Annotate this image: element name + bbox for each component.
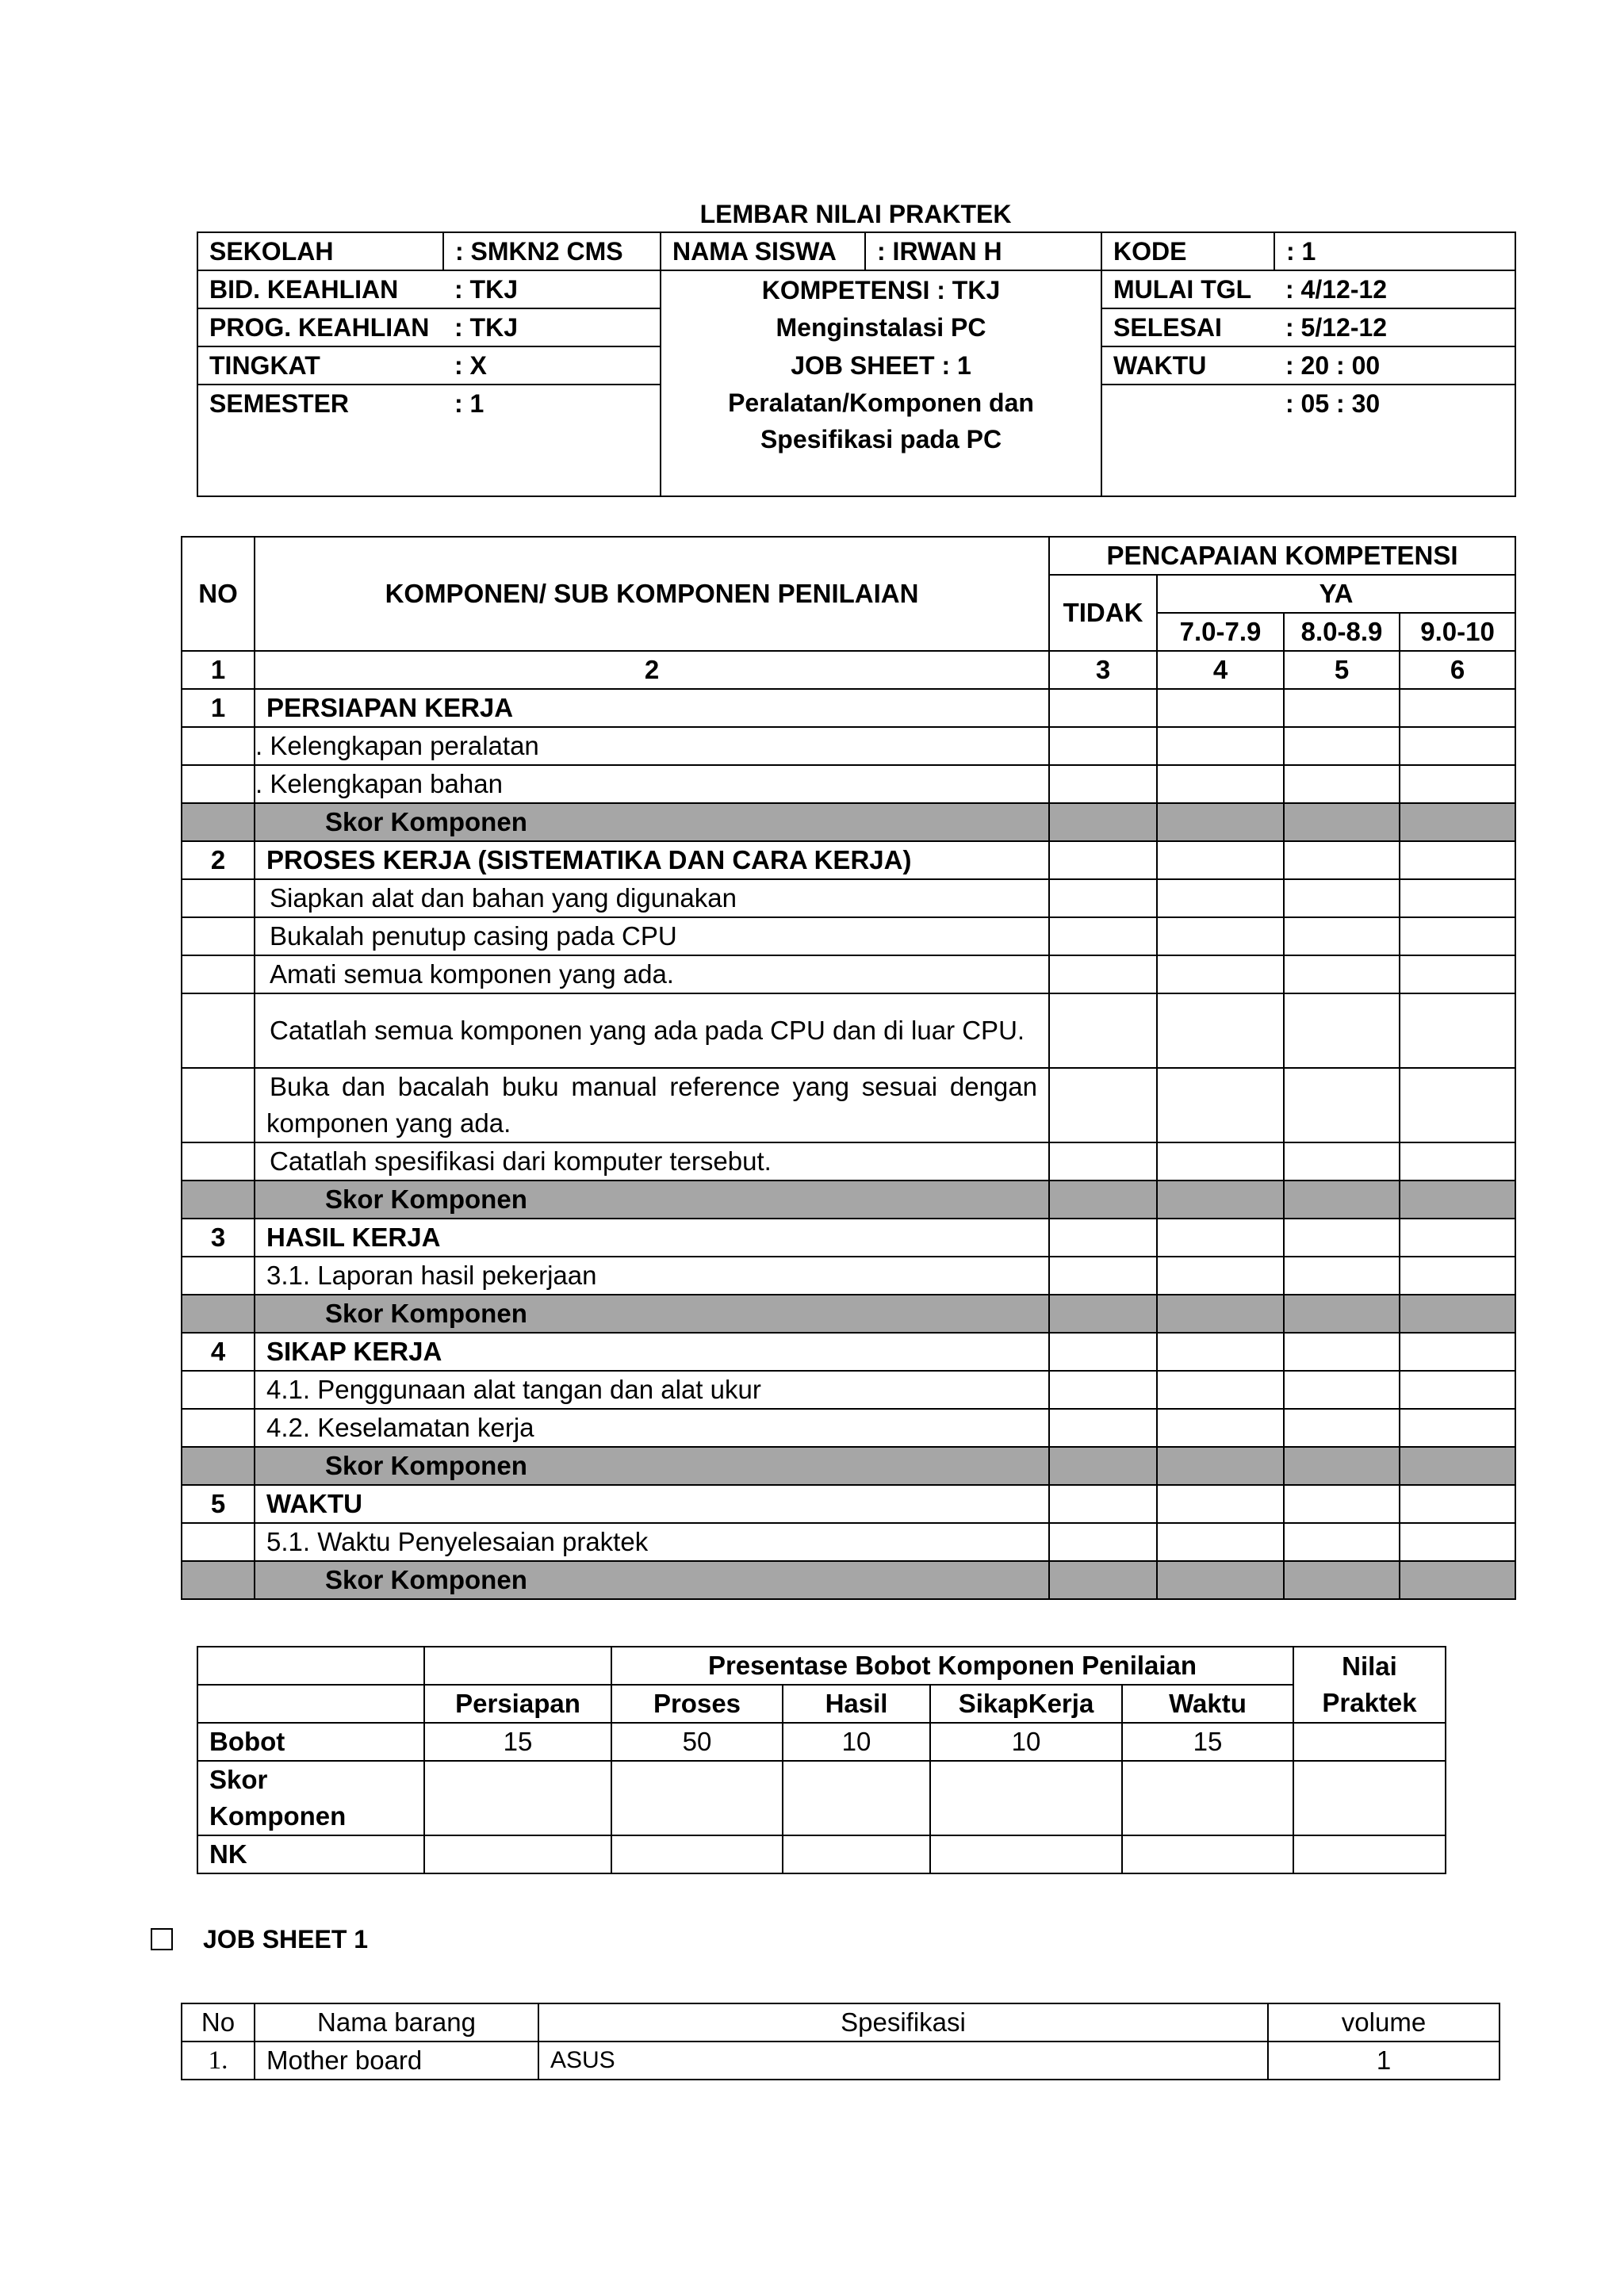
- job-nama: Mother board: [255, 2042, 538, 2080]
- table-row: [182, 917, 1515, 955]
- job-vol: 1: [1268, 2042, 1500, 2080]
- job-header: No: [182, 2003, 255, 2042]
- waktu-value: : 20 : 00: [1274, 346, 1515, 385]
- col-hasil: Hasil: [783, 1685, 930, 1723]
- table-row: [182, 1523, 1515, 1561]
- section-title: PROSES KERJA (SISTEMATIKA DAN CARA KERJA): [255, 841, 1049, 879]
- head-ya: YA: [1157, 575, 1515, 613]
- empty-cell: [661, 457, 1101, 496]
- job-sheet-title: JOB SHEET 1: [203, 1925, 369, 1954]
- jobsheet-line1: JOB SHEET : 1: [661, 346, 1101, 385]
- waktu2-value: : 05 : 30: [1274, 385, 1515, 496]
- bid-keahlian-label: BID. KEAHLIAN: [197, 270, 443, 308]
- table-row: [182, 689, 1515, 727]
- table-row: [182, 993, 1515, 1068]
- item-text: Amati semua komponen yang ada.: [255, 955, 1049, 993]
- item-text: 4.1. Penggunaan alat tangan dan alat ukur: [255, 1371, 1049, 1409]
- job-sheet-table: [181, 2003, 1500, 2080]
- item-text: Buka dan bacalah buku manual reference yang sesuai dengan komponen yang ada.: [255, 1068, 1049, 1142]
- col-proses: Proses: [611, 1685, 783, 1723]
- col-persiapan: Persiapan: [424, 1685, 611, 1723]
- head-range: 9.0-10: [1400, 613, 1515, 651]
- job-header: Spesifikasi: [538, 2003, 1268, 2042]
- selesai-label: SELESAI: [1101, 308, 1274, 346]
- empty-cell: [197, 1685, 424, 1723]
- item-text: . Kelengkapan peralatan: [255, 727, 1049, 765]
- row-skor-label: [197, 1761, 424, 1835]
- kompetensi-line1: KOMPETENSI : TKJ: [661, 270, 1101, 308]
- colnum: 6: [1400, 651, 1515, 689]
- section-title: HASIL KERJA: [255, 1219, 1049, 1257]
- colnum: 1: [182, 651, 255, 689]
- bid-keahlian-value: : TKJ: [443, 270, 661, 308]
- table-row: [182, 1257, 1515, 1295]
- item-text: 4.2. Keselamatan kerja: [255, 1409, 1049, 1447]
- kode-label: KODE: [1101, 232, 1274, 270]
- table-row: [182, 1485, 1515, 1523]
- table-row: [182, 1409, 1515, 1447]
- sekolah-label: SEKOLAH: [197, 232, 443, 270]
- bobot-value: 10: [783, 1723, 930, 1761]
- waktu-label: WAKTU: [1101, 346, 1274, 385]
- nilai-praktek-header: [1293, 1647, 1446, 1723]
- item-text: . Kelengkapan bahan: [255, 765, 1049, 803]
- skor-line2: Komponen: [209, 1801, 347, 1831]
- job-no: 1.: [182, 2042, 255, 2080]
- item-text: 3.1. Laporan hasil pekerjaan: [255, 1257, 1049, 1295]
- skor-label: Skor Komponen: [255, 1181, 1049, 1219]
- table-row: [182, 727, 1515, 765]
- row-nk-label: NK: [197, 1835, 424, 1873]
- jobsheet-line2: Peralatan/Komponen dan: [661, 385, 1101, 421]
- prog-keahlian-value: : TKJ: [443, 308, 661, 346]
- table-row: [182, 2042, 1500, 2080]
- skor-label: Skor Komponen: [255, 1295, 1049, 1333]
- empty-cell: [1293, 1723, 1446, 1761]
- section-no: 3: [182, 1219, 255, 1257]
- section-no: 1: [182, 689, 255, 727]
- table-row: [182, 1333, 1515, 1371]
- colnum: 4: [1157, 651, 1284, 689]
- col-waktu: Waktu: [1122, 1685, 1293, 1723]
- prog-keahlian-label: PROG. KEAHLIAN: [197, 308, 443, 346]
- page-title: LEMBAR NILAI PRAKTEK: [699, 200, 1012, 228]
- head-tidak: TIDAK: [1049, 575, 1157, 651]
- tingkat-label: TINGKAT: [197, 346, 443, 385]
- bobot-value: 15: [1122, 1723, 1293, 1761]
- job-spek: ASUS: [538, 2042, 1268, 2080]
- head-pencapaian: PENCAPAIAN KOMPETENSI: [1049, 537, 1515, 575]
- skor-line1: Skor: [209, 1765, 268, 1794]
- nilai-line1: Nilai: [1342, 1651, 1397, 1681]
- skor-label: Skor Komponen: [255, 803, 1049, 841]
- sekolah-value: : SMKN2 CMS: [443, 232, 661, 270]
- section-no: 2: [182, 841, 255, 879]
- nama-siswa-value: : IRWAN H: [865, 232, 1101, 270]
- table-row: [182, 1142, 1515, 1181]
- bobot-table: [197, 1646, 1446, 1874]
- colnum: 2: [255, 651, 1049, 689]
- kompetensi-line2: Menginstalasi PC: [661, 308, 1101, 346]
- kode-value: : 1: [1274, 232, 1515, 270]
- table-row: [182, 955, 1515, 993]
- item-text: Siapkan alat dan bahan yang digunakan: [255, 879, 1049, 917]
- job-header: volume: [1268, 2003, 1500, 2042]
- col-sikapkerja: SikapKerja: [930, 1685, 1122, 1723]
- nilai-line2: Praktek: [1322, 1688, 1417, 1717]
- skor-label: Skor Komponen: [255, 1561, 1049, 1599]
- mulai-value: : 4/12-12: [1274, 270, 1515, 308]
- skor-row: [182, 1561, 1515, 1599]
- row-bobot-label: Bobot: [197, 1723, 424, 1761]
- item-text: Bukalah penutup casing pada CPU: [255, 917, 1049, 955]
- table-row: [182, 765, 1515, 803]
- job-header: Nama barang: [255, 2003, 538, 2042]
- checkbox-icon: [151, 1928, 173, 1950]
- table-row: [182, 1068, 1515, 1142]
- nama-siswa-label: NAMA SISWA: [661, 232, 865, 270]
- table-row: [182, 1371, 1515, 1409]
- table-row: [182, 879, 1515, 917]
- bobot-value: 50: [611, 1723, 783, 1761]
- empty-cell: [197, 1647, 424, 1685]
- head-range: 7.0-7.9: [1157, 613, 1284, 651]
- colnum: 5: [1284, 651, 1400, 689]
- empty-cell: [424, 1647, 611, 1685]
- section-no: 5: [182, 1485, 255, 1523]
- mulai-label: MULAI TGL: [1101, 270, 1274, 308]
- skor-row: [182, 1447, 1515, 1485]
- tingkat-value: : X: [443, 346, 661, 385]
- jobsheet-line3: Spesifikasi pada PC: [661, 421, 1101, 457]
- assessment-table: [181, 536, 1516, 1600]
- item-text: Catatlah spesifikasi dari komputer tersebut.: [255, 1142, 1049, 1181]
- table-row: [182, 841, 1515, 879]
- section-title: WAKTU: [255, 1485, 1049, 1523]
- head-komponen: KOMPONEN/ SUB KOMPONEN PENILAIAN: [255, 537, 1049, 651]
- student-info-table: [197, 232, 1516, 497]
- section-title: SIKAP KERJA: [255, 1333, 1049, 1371]
- presentase-header: Presentase Bobot Komponen Penilaian: [611, 1647, 1293, 1685]
- empty-cell: [1101, 385, 1274, 496]
- semester-label: SEMESTER: [197, 385, 443, 496]
- semester-value: : 1: [443, 385, 661, 496]
- selesai-value: : 5/12-12: [1274, 308, 1515, 346]
- head-range: 8.0-8.9: [1284, 613, 1400, 651]
- skor-row: [182, 1181, 1515, 1219]
- section-title: PERSIAPAN KERJA: [255, 689, 1049, 727]
- bobot-value: 15: [424, 1723, 611, 1761]
- colnum: 3: [1049, 651, 1157, 689]
- section-no: 4: [182, 1333, 255, 1371]
- table-row: [182, 1219, 1515, 1257]
- head-no: NO: [182, 537, 255, 651]
- item-text: Catatlah semua komponen yang ada pada CPU dan di luar CPU.: [255, 993, 1049, 1068]
- skor-row: [182, 803, 1515, 841]
- skor-label: Skor Komponen: [255, 1447, 1049, 1485]
- skor-row: [182, 1295, 1515, 1333]
- job-sheet-heading: [151, 1922, 368, 1957]
- bobot-value: 10: [930, 1723, 1122, 1761]
- item-text: 5.1. Waktu Penyelesaian praktek: [255, 1523, 1049, 1561]
